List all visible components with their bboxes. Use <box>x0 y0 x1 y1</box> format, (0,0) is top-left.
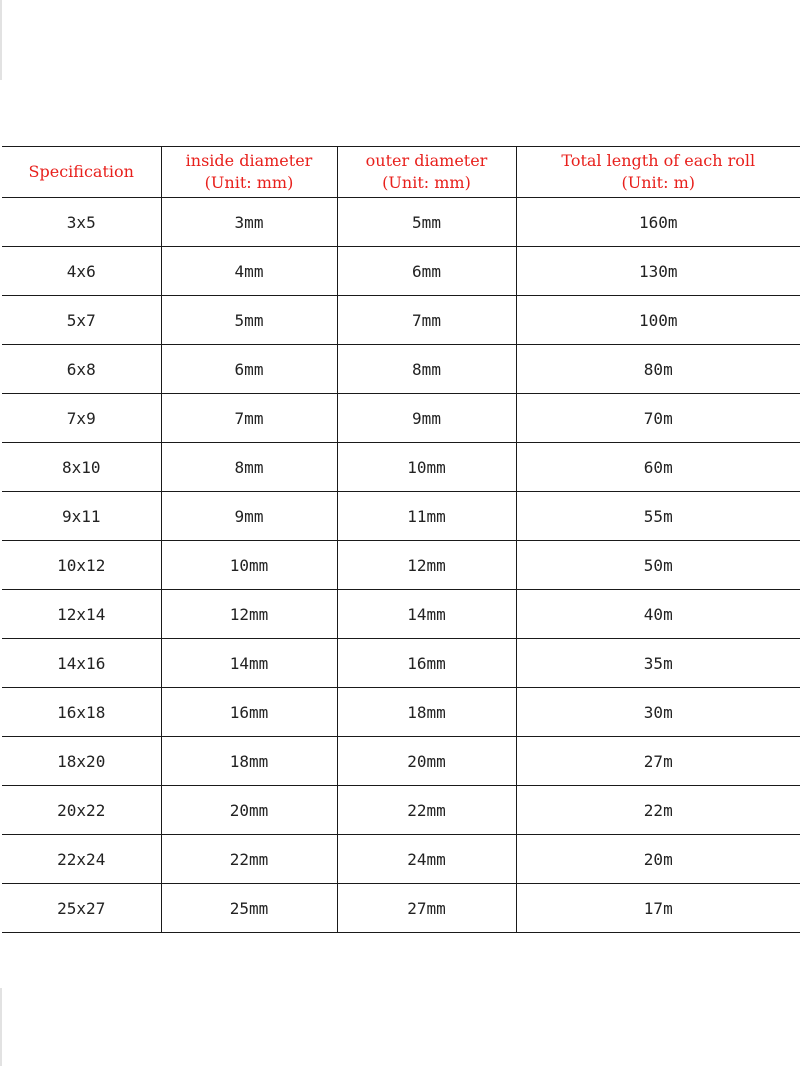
cell-outer-diameter: 24mm <box>337 835 516 884</box>
cell-specification: 5x7 <box>2 296 161 345</box>
cell-specification: 22x24 <box>2 835 161 884</box>
table-row <box>2 639 800 688</box>
cell-inside-diameter: 3mm <box>161 198 337 247</box>
cell-specification: 10x12 <box>2 541 161 590</box>
table-row <box>2 541 800 590</box>
cell-total-length: 60m <box>516 443 800 492</box>
cell-outer-diameter: 6mm <box>337 247 516 296</box>
left-edge-line-bottom <box>0 988 2 1066</box>
cell-outer-diameter: 9mm <box>337 394 516 443</box>
cell-inside-diameter: 9mm <box>161 492 337 541</box>
header-inside-diameter-unit: (Unit: mm) <box>204 173 294 192</box>
specification-table <box>2 146 800 933</box>
cell-total-length: 55m <box>516 492 800 541</box>
header-outer-diameter-label: outer diameter <box>365 151 488 170</box>
cell-inside-diameter: 12mm <box>161 590 337 639</box>
table-row <box>2 688 800 737</box>
table-row <box>2 884 800 933</box>
cell-total-length: 130m <box>516 247 800 296</box>
header-total-length-unit: (Unit: m) <box>621 173 695 192</box>
table-body <box>2 198 800 933</box>
table-row <box>2 786 800 835</box>
header-specification <box>2 147 161 198</box>
header-inside-diameter-label: inside diameter <box>185 151 313 170</box>
cell-inside-diameter: 20mm <box>161 786 337 835</box>
header-row <box>2 147 800 198</box>
cell-outer-diameter: 11mm <box>337 492 516 541</box>
cell-specification: 6x8 <box>2 345 161 394</box>
cell-specification: 8x10 <box>2 443 161 492</box>
cell-outer-diameter: 10mm <box>337 443 516 492</box>
cell-total-length: 17m <box>516 884 800 933</box>
cell-outer-diameter: 5mm <box>337 198 516 247</box>
cell-specification: 3x5 <box>2 198 161 247</box>
cell-outer-diameter: 14mm <box>337 590 516 639</box>
cell-specification: 12x14 <box>2 590 161 639</box>
table-row <box>2 296 800 345</box>
cell-total-length: 160m <box>516 198 800 247</box>
cell-total-length: 27m <box>516 737 800 786</box>
cell-specification: 16x18 <box>2 688 161 737</box>
cell-inside-diameter: 4mm <box>161 247 337 296</box>
header-outer-diameter-unit: (Unit: mm) <box>382 173 471 192</box>
cell-outer-diameter: 16mm <box>337 639 516 688</box>
table-row <box>2 198 800 247</box>
cell-total-length: 22m <box>516 786 800 835</box>
cell-specification: 9x11 <box>2 492 161 541</box>
table-row <box>2 247 800 296</box>
cell-total-length: 80m <box>516 345 800 394</box>
cell-outer-diameter: 7mm <box>337 296 516 345</box>
cell-outer-diameter: 18mm <box>337 688 516 737</box>
cell-specification: 4x6 <box>2 247 161 296</box>
header-specification-label: Specification <box>28 162 134 181</box>
cell-specification: 7x9 <box>2 394 161 443</box>
cell-specification: 18x20 <box>2 737 161 786</box>
cell-outer-diameter: 12mm <box>337 541 516 590</box>
cell-specification: 14x16 <box>2 639 161 688</box>
header-inside-diameter <box>161 147 337 198</box>
cell-total-length: 40m <box>516 590 800 639</box>
cell-specification: 20x22 <box>2 786 161 835</box>
cell-total-length: 100m <box>516 296 800 345</box>
cell-outer-diameter: 8mm <box>337 345 516 394</box>
header-total-length <box>516 147 800 198</box>
table-row <box>2 737 800 786</box>
cell-total-length: 30m <box>516 688 800 737</box>
cell-inside-diameter: 10mm <box>161 541 337 590</box>
cell-outer-diameter: 22mm <box>337 786 516 835</box>
header-total-length-label: Total length of each roll <box>561 151 756 170</box>
table-row <box>2 492 800 541</box>
cell-outer-diameter: 27mm <box>337 884 516 933</box>
cell-specification: 25x27 <box>2 884 161 933</box>
table-row <box>2 394 800 443</box>
cell-inside-diameter: 6mm <box>161 345 337 394</box>
cell-total-length: 70m <box>516 394 800 443</box>
table-row <box>2 443 800 492</box>
cell-inside-diameter: 22mm <box>161 835 337 884</box>
cell-outer-diameter: 20mm <box>337 737 516 786</box>
header-outer-diameter <box>337 147 516 198</box>
cell-inside-diameter: 8mm <box>161 443 337 492</box>
table-row <box>2 345 800 394</box>
cell-total-length: 20m <box>516 835 800 884</box>
cell-inside-diameter: 14mm <box>161 639 337 688</box>
cell-inside-diameter: 16mm <box>161 688 337 737</box>
cell-total-length: 50m <box>516 541 800 590</box>
cell-inside-diameter: 5mm <box>161 296 337 345</box>
table-row <box>2 590 800 639</box>
cell-total-length: 35m <box>516 639 800 688</box>
cell-inside-diameter: 25mm <box>161 884 337 933</box>
table-row <box>2 835 800 884</box>
cell-inside-diameter: 18mm <box>161 737 337 786</box>
left-edge-line-top <box>0 0 2 80</box>
cell-inside-diameter: 7mm <box>161 394 337 443</box>
